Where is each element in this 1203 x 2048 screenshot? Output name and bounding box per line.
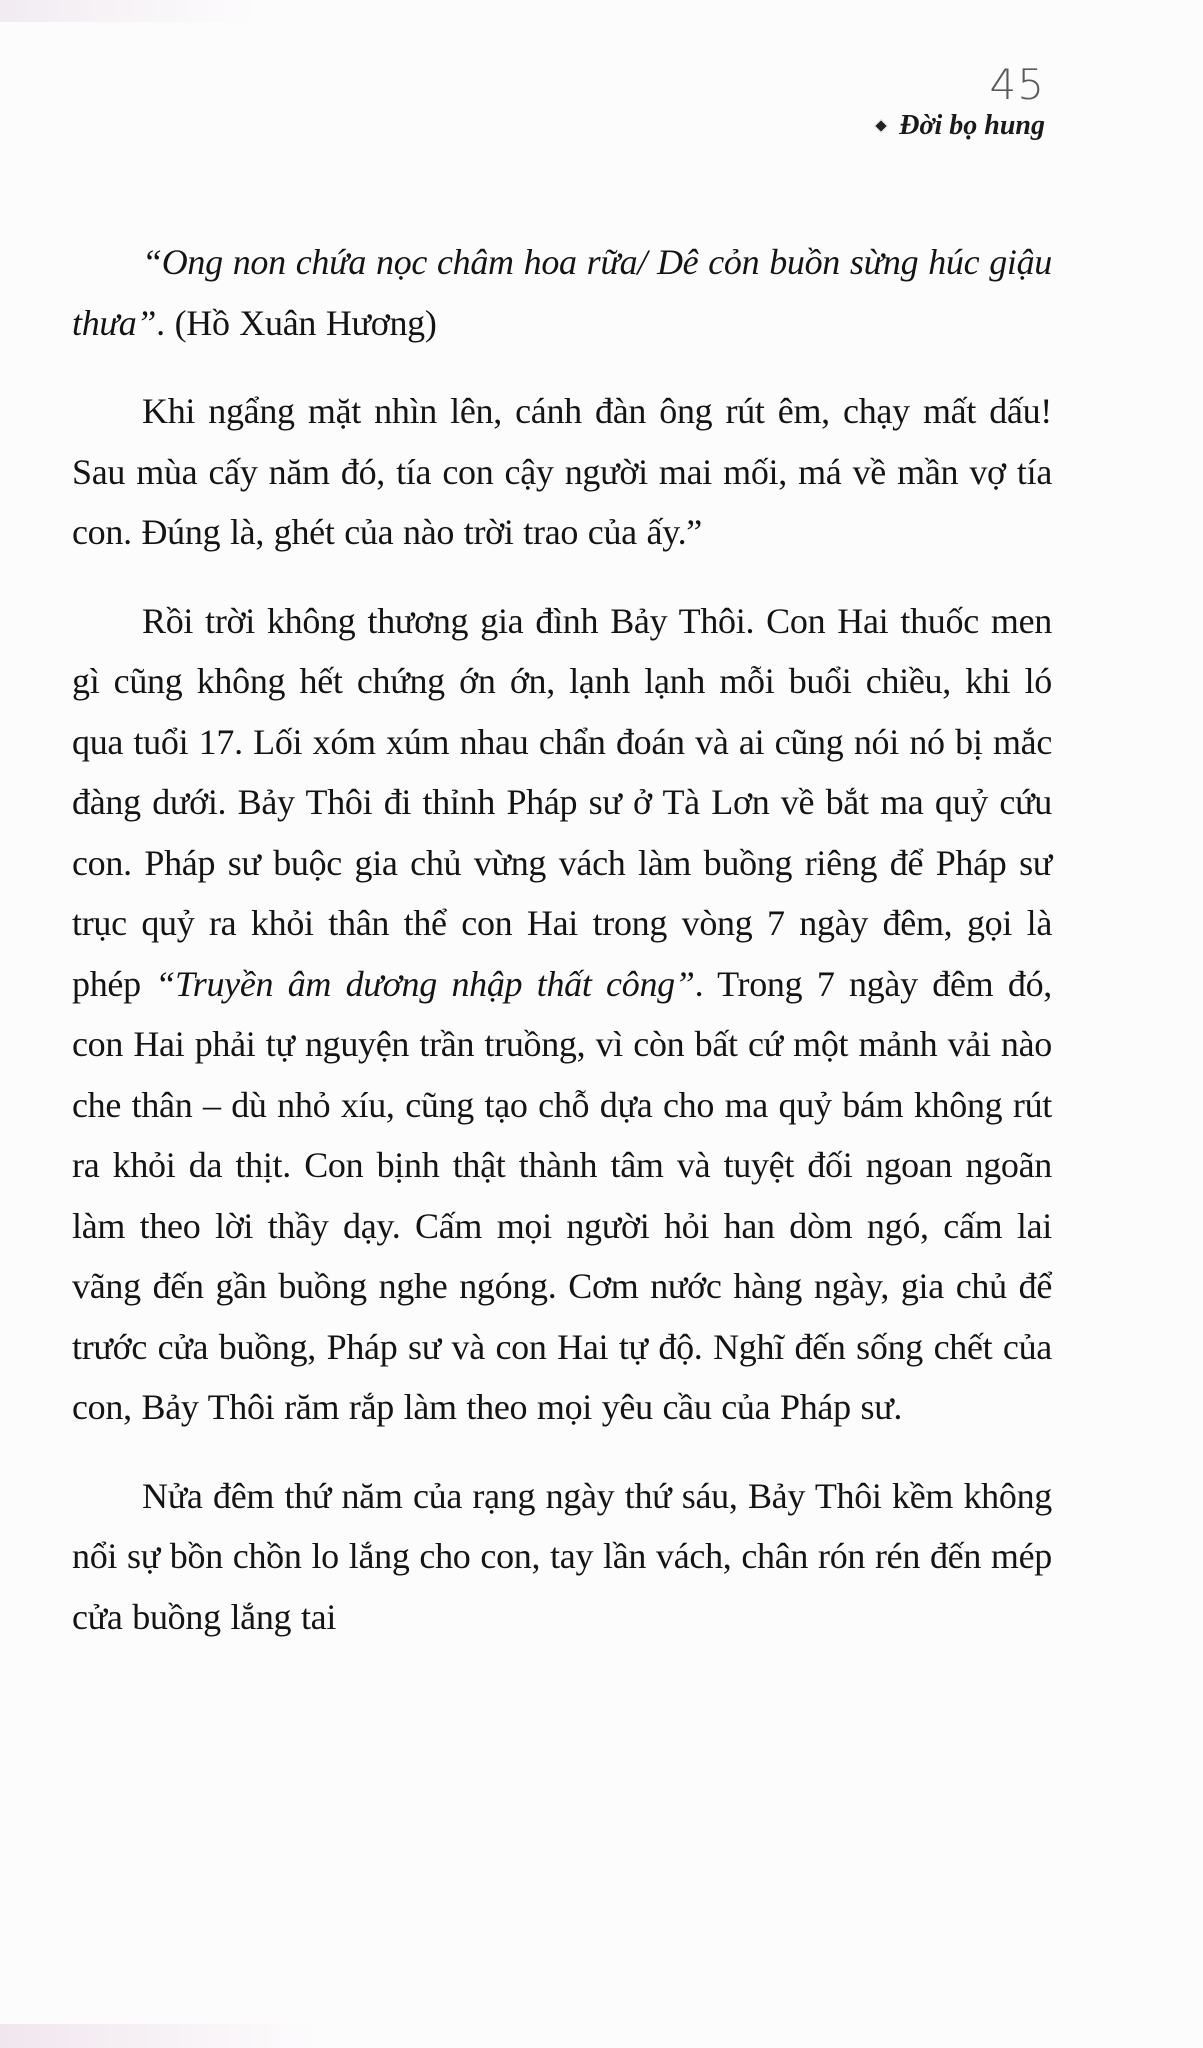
section-title-text: Đời bọ hung — [899, 110, 1045, 141]
paragraph-text: Rồi trời không thương gia đình Bảy Thôi. Con Hai thuốc men gì cũng không hết chứng ớn ớn, lạnh lạnh mỗi buổi chiều, khi ló qua tuổi 17. Lối xóm xúm nhau chẩn đoán và ai cũng nói nó bị mắc đàng dưới. Bảy Thôi đi thỉnh Pháp sư ở Tà Lơn về bắt ma quỷ cứu con. Pháp sư buộc gia chủ vừng vách làm buồng riêng để Pháp sư trục quỷ ra khỏi thân thể con Hai trong vòng 7 ngày đêm, gọi là phép — [72, 600, 1052, 1004]
diamond-ornament-icon — [873, 118, 889, 134]
paragraph-text: Khi ngẩng mặt nhìn lên, cánh đàn ông rút êm, chạy mất dấu! Sau mùa cấy năm đó, tía con cậy người mai mối, má về mần vợ tía con. Đúng là, ghét của nào trời trao của ấy.” — [72, 391, 1052, 552]
section-title — [873, 110, 1045, 142]
paragraph-text: . Trong 7 ngày đêm đó, con Hai phải tự nguyện trần truồng, vì còn bất cứ một mảnh vải nào che thân – dù nhỏ xíu, cũng tạo chỗ dựa cho ma quỷ bám không rút ra khỏi da thịt. Con bịnh thật thành tâm và tuyệt đối ngoan ngoãn làm theo lời thầy dạy. Cấm mọi người hỏi han dòm ngó, cấm lai vãng đến gần buồng nghe ngóng. Cơm nước hàng ngày, gia chủ để trước cửa buồng, Pháp sư và con Hai tự độ. Nghĩ đến sống chết của con, Bảy Thôi răm rắp làm theo mọi yêu cầu của Pháp sư. — [72, 963, 1052, 1427]
running-header — [873, 62, 1045, 142]
scan-edge-shadow-top — [0, 0, 260, 22]
paragraph — [72, 1466, 1052, 1648]
body-text — [72, 232, 1052, 1675]
quote-verse: “Ong non chứa nọc châm hoa rữa/ Dê cỏn buồn sừng húc giậu thưa” — [72, 242, 1052, 343]
ritual-name: “Truyền âm dương nhập thất công” — [155, 963, 695, 1004]
paragraph — [72, 381, 1052, 563]
quote-attribution: . (Hồ Xuân Hương) — [156, 302, 437, 343]
paragraph-text: Nửa đêm thứ năm của rạng ngày thứ sáu, Bảy Thôi kềm không nổi sự bồn chồn lo lắng cho con, tay lần vách, chân rón rén đến mép cửa buồng lắng tai — [72, 1475, 1052, 1637]
paragraph — [72, 591, 1052, 1438]
paragraph-quote — [72, 232, 1052, 353]
scan-edge-shadow-bottom — [0, 2024, 320, 2048]
page-number: 45 — [989, 60, 1045, 109]
